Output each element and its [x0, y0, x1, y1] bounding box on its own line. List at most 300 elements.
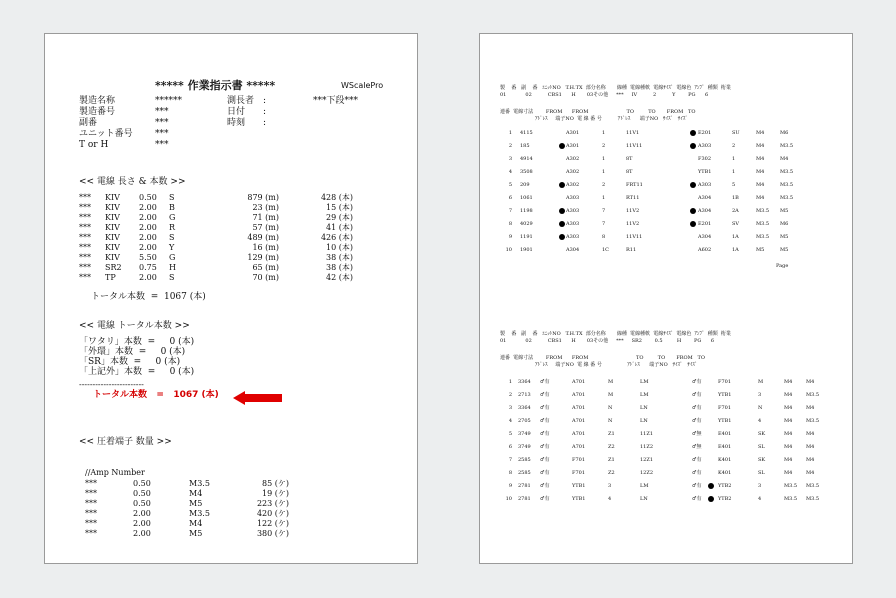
- row-from: A701: [572, 392, 586, 398]
- row-from-no: 7: [602, 221, 606, 227]
- row-length: 185: [520, 143, 530, 149]
- bullet-dot-icon: [559, 234, 565, 240]
- row-from-size: M3.5: [756, 221, 770, 227]
- wire-length: 71 (m): [252, 213, 279, 222]
- row-to: YTB1: [718, 392, 732, 398]
- row-from-flag: ♂有: [540, 431, 550, 437]
- terminal-header: //Amp Number: [85, 468, 145, 477]
- row-to: YTB2: [718, 496, 732, 502]
- row-to: F701: [718, 379, 732, 385]
- row-to-flag: ♂有: [692, 457, 702, 463]
- wire-color: G: [169, 213, 176, 222]
- row-from-size: M4: [756, 182, 765, 188]
- row-wire: 8T: [626, 169, 633, 175]
- wire-size: 2.00: [139, 223, 157, 232]
- row-length: 3508: [520, 169, 533, 175]
- row-length: 209: [520, 182, 530, 188]
- row-wire: LN: [640, 418, 648, 424]
- row-from-size: M4: [784, 418, 793, 424]
- row-to-flag: ♂有: [692, 379, 702, 385]
- wire-color: S: [169, 193, 175, 202]
- header-value3: ***下段***: [313, 96, 359, 106]
- terminal-mark: ***: [85, 529, 97, 538]
- wire-mark: ***: [79, 273, 91, 282]
- header-value: ***: [155, 118, 169, 128]
- row-no: 3: [508, 405, 512, 411]
- terminal-section-title: << 圧着端子 数量 >>: [79, 437, 172, 447]
- row-from-no: N: [608, 418, 613, 424]
- row-wire: FRT11: [626, 182, 643, 188]
- row-from-no: 7: [602, 208, 606, 214]
- row-from-size: M3.5: [784, 496, 798, 502]
- row-to-size: M3.5: [806, 496, 820, 502]
- row-to: K401: [718, 457, 732, 463]
- row-from: A301: [566, 130, 580, 136]
- row-wire: LM: [640, 392, 649, 398]
- row-no: 10: [505, 247, 512, 253]
- row-wire: LM: [640, 379, 649, 385]
- header-colon: :: [263, 96, 267, 106]
- row-no: 3: [508, 156, 512, 162]
- row-from-flag: ♂有: [540, 392, 550, 398]
- row-to-flag: ♂有: [692, 405, 702, 411]
- row-to: E201: [698, 221, 712, 227]
- wire-color: S: [169, 233, 175, 242]
- terminal-type: M3.5: [189, 479, 210, 488]
- row-to-no: 2: [732, 143, 736, 149]
- wire-type: KIV: [105, 213, 120, 222]
- header-value: ***: [155, 140, 169, 150]
- terminal-mark: ***: [85, 509, 97, 518]
- terminal-amp: 0.50: [133, 499, 151, 508]
- row-wire: 12Z1: [640, 457, 654, 463]
- row-to-size: M3.5: [780, 169, 794, 175]
- row-to-size: M4: [806, 470, 815, 476]
- row-wire: LN: [640, 496, 648, 502]
- row-length: 3364: [518, 379, 531, 385]
- wire-color: B: [169, 203, 175, 212]
- wire-type: KIV: [105, 223, 120, 232]
- bullet-dot-icon: [690, 130, 696, 136]
- row-to-no: SV: [732, 221, 740, 227]
- wire-mark: ***: [79, 213, 91, 222]
- row-to-size: M3.5: [780, 195, 794, 201]
- row-length: 3749: [518, 444, 531, 450]
- wire-count: 29 (本): [326, 213, 353, 222]
- row-to: K401: [718, 470, 732, 476]
- row-length: 1061: [520, 195, 533, 201]
- row-to-size: M3.5: [780, 182, 794, 188]
- row-from: A304: [566, 247, 580, 253]
- row-to-flag: ♂無: [692, 431, 702, 437]
- row-from-no: 1: [602, 169, 606, 175]
- bullet-dot-icon: [708, 483, 714, 489]
- row-to-size: M3.5: [806, 418, 820, 424]
- row-to-no: 2A: [732, 208, 739, 214]
- wire-count: 426 (本): [320, 233, 353, 242]
- row-length: 4115: [520, 130, 533, 136]
- row-from-size: M3.5: [784, 483, 798, 489]
- row-to-no: SL: [758, 444, 765, 450]
- bullet-dot-icon: [690, 143, 696, 149]
- row-to: E401: [718, 444, 732, 450]
- row-from-no: 4: [608, 496, 612, 502]
- row-from-no: 1: [602, 156, 606, 162]
- row-from-no: 3: [608, 483, 612, 489]
- row-to-no: 1: [732, 156, 736, 162]
- row-to-size: M5: [780, 208, 789, 214]
- row-to-no: 4: [758, 418, 762, 424]
- bullet-dot-icon: [559, 182, 565, 188]
- row-no: 8: [508, 470, 512, 476]
- row-to-flag: ♂無: [692, 444, 702, 450]
- row-to: A304: [698, 208, 712, 214]
- row-no: 5: [508, 431, 512, 437]
- row-no: 9: [508, 234, 512, 240]
- document-title: ***** 作業指示書 *****: [155, 79, 276, 92]
- row-from: A302: [566, 182, 580, 188]
- block2-header: 製 番 副 番 ﾕﾆｯﾄNO T.H.TX 部分名称 線種 電線種軟 電線ｻｲｽﾞ 電線色 ｱﾝﾌﾟ 種類 桁業: [500, 331, 731, 337]
- header-colon: :: [263, 107, 267, 117]
- row-from: A303: [566, 195, 580, 201]
- row-from-no: N: [608, 405, 613, 411]
- wire-count: 428 (本): [320, 193, 353, 202]
- row-to-no: M: [758, 379, 764, 385]
- wire-mark: ***: [79, 263, 91, 272]
- wire-type: KIV: [105, 193, 120, 202]
- row-to-no: 5: [732, 182, 736, 188]
- wire-color: Y: [169, 243, 175, 252]
- wire-count: 10 (本): [326, 243, 353, 252]
- header-value: ******: [155, 96, 182, 106]
- row-to-size: M4: [806, 457, 815, 463]
- terminal-type: M5: [189, 499, 203, 508]
- row-from-no: 2: [602, 143, 606, 149]
- wire-type: KIV: [105, 203, 120, 212]
- row-from: YTB1: [572, 496, 586, 502]
- header-label2: 測長者: [227, 96, 255, 106]
- breakdown-item: 「SR」本数 = 0 (本): [79, 357, 181, 367]
- row-to-size: M5: [780, 247, 789, 253]
- wire-mark: ***: [79, 223, 91, 232]
- total-section-title: << 電線 トータル本数 >>: [79, 321, 190, 331]
- row-from: A303: [566, 208, 580, 214]
- total-line: トータル本数 = 1067 (本): [91, 292, 206, 302]
- row-from: A701: [572, 405, 586, 411]
- row-from-flag: ♂有: [540, 405, 550, 411]
- row-no: 5: [508, 182, 512, 188]
- row-from-no: Z1: [608, 457, 615, 463]
- wire-length: 129 (m): [247, 253, 279, 262]
- wire-mark: ***: [79, 233, 91, 242]
- bullet-dot-icon: [708, 496, 714, 502]
- row-from-size: M4: [784, 444, 793, 450]
- terminal-amp: 2.00: [133, 519, 151, 528]
- row-from-size: M3.5: [756, 208, 770, 214]
- wire-section-title: << 電線 長さ & 本数 >>: [79, 177, 186, 187]
- wire-type: KIV: [105, 253, 120, 262]
- row-from-size: M4: [784, 470, 793, 476]
- row-wire: 11V11: [626, 143, 643, 149]
- row-from-no: 1: [602, 195, 606, 201]
- row-from-no: M: [608, 379, 614, 385]
- row-wire: LM: [640, 483, 649, 489]
- row-wire: RT11: [626, 195, 640, 201]
- row-from-size: M5: [756, 247, 765, 253]
- row-to-no: 1A: [732, 247, 739, 253]
- header-value: ***: [155, 129, 169, 139]
- app-name: WScalePro: [341, 81, 384, 90]
- row-no: 1: [508, 130, 512, 136]
- row-to-flag: ♂有: [692, 496, 702, 502]
- row-from-no: 2: [602, 182, 606, 188]
- row-to-size: M3.5: [780, 143, 794, 149]
- header-label: 副番: [79, 118, 98, 128]
- terminal-qty: 19 (ケ): [262, 489, 289, 498]
- row-from-size: M4: [756, 130, 765, 136]
- wire-color: H: [169, 263, 176, 272]
- row-to-size: M3.5: [806, 392, 820, 398]
- wire-type: TP: [105, 273, 116, 282]
- header-value: ***: [155, 107, 169, 117]
- highlight-total: トータル本数 = 1067 (本): [93, 390, 219, 400]
- wire-type: KIV: [105, 243, 120, 252]
- row-no: 7: [508, 208, 512, 214]
- wire-size: 5.50: [139, 253, 157, 262]
- row-no: 2: [508, 143, 512, 149]
- row-wire: 11V2: [626, 208, 640, 214]
- terminal-qty: 223 (ケ): [256, 499, 289, 508]
- terminal-amp: 2.00: [133, 509, 151, 518]
- row-to: A304: [698, 195, 712, 201]
- breakdown-item: 「外環」本数 = 0 (本): [79, 347, 186, 357]
- row-from: A701: [572, 444, 586, 450]
- row-from-flag: ♂有: [540, 470, 550, 476]
- wire-length: 879 (m): [247, 193, 279, 202]
- terminal-qty: 380 (ケ): [256, 529, 289, 538]
- wire-mark: ***: [79, 203, 91, 212]
- wire-size: 2.00: [139, 273, 157, 282]
- row-wire: 11V2: [626, 221, 640, 227]
- row-to-size: M6: [780, 221, 789, 227]
- block2-col-header2: ｱﾄﾞﾚｽ 端子NO 電 線 番 号 ｱﾄﾞﾚｽ 端子NO ｻｲｽﾞ ｻｲｽﾞ: [500, 362, 698, 368]
- row-to-size: M3.5: [806, 483, 820, 489]
- row-to-flag: ♂有: [692, 392, 702, 398]
- terminal-mark: ***: [85, 499, 97, 508]
- row-from-size: M4: [784, 431, 793, 437]
- row-from-no: 1: [602, 130, 606, 136]
- wire-size: 2.00: [139, 213, 157, 222]
- row-to-no: N: [758, 405, 763, 411]
- row-wire: R11: [626, 247, 637, 253]
- bullet-dot-icon: [559, 221, 565, 227]
- row-from-no: 8: [602, 234, 606, 240]
- row-to: A304: [698, 234, 712, 240]
- terminal-qty: 85 (ケ): [262, 479, 289, 488]
- row-no: 2: [508, 392, 512, 398]
- terminal-amp: 0.50: [133, 489, 151, 498]
- row-to-size: M4: [806, 379, 815, 385]
- row-no: 8: [508, 221, 512, 227]
- breakdown-item: 「上記外」本数 = 0 (本): [79, 367, 195, 377]
- row-from-no: Z1: [608, 431, 615, 437]
- wire-type: KIV: [105, 233, 120, 242]
- row-to: YTB2: [718, 483, 732, 489]
- wire-color: S: [169, 273, 175, 282]
- row-from-no: Z2: [608, 470, 615, 476]
- row-from-size: M4: [756, 169, 765, 175]
- terminal-amp: 2.00: [133, 529, 151, 538]
- bullet-dot-icon: [690, 208, 696, 214]
- row-to-no: SL: [758, 470, 765, 476]
- block2-header-values: 01 02 CBS1 H 03その他 *** SR2 0.5 H PG 6: [500, 338, 715, 344]
- wire-mark: ***: [79, 243, 91, 252]
- separator: ------------------------: [79, 380, 144, 389]
- row-length: 1198: [520, 208, 533, 214]
- row-wire: 11V1: [626, 130, 640, 136]
- row-from-no: Z2: [608, 444, 615, 450]
- wire-size: 0.50: [139, 193, 157, 202]
- bullet-dot-icon: [559, 143, 565, 149]
- row-from-flag: ♂有: [540, 457, 550, 463]
- terminal-amp: 0.50: [133, 479, 151, 488]
- row-to-size: M4: [806, 444, 815, 450]
- block1-col-header2: ｱﾄﾞﾚｽ 端子NO 電 線 番 号 ｱﾄﾞﾚｽ 端子NO ｻｲｽﾞ ｻｲｽﾞ: [500, 116, 688, 122]
- row-from-size: M3.5: [756, 234, 770, 240]
- row-length: 4029: [520, 221, 533, 227]
- row-from: A701: [572, 379, 586, 385]
- wire-length: 23 (m): [252, 203, 279, 212]
- row-from-size: M4: [756, 195, 765, 201]
- row-length: 2781: [518, 496, 531, 502]
- header-colon: :: [263, 118, 267, 128]
- row-length: 3749: [518, 431, 531, 437]
- row-to-flag: ♂有: [692, 483, 702, 489]
- row-from: A701: [572, 418, 586, 424]
- terminal-type: M5: [189, 529, 203, 538]
- row-length: 2585: [518, 470, 531, 476]
- row-to-size: M4: [780, 156, 789, 162]
- wire-mark: ***: [79, 253, 91, 262]
- wire-type: SR2: [105, 263, 122, 272]
- row-from: YTB1: [572, 483, 586, 489]
- row-no: 9: [508, 483, 512, 489]
- row-to-size: M6: [780, 130, 789, 136]
- row-from-size: M4: [756, 156, 765, 162]
- row-from: A303: [566, 234, 580, 240]
- terminal-mark: ***: [85, 489, 97, 498]
- row-length: 2705: [518, 418, 531, 424]
- header-label: ユニット番号: [79, 129, 133, 139]
- row-from-size: M4: [756, 143, 765, 149]
- row-no: 1: [508, 379, 512, 385]
- row-from: A701: [572, 431, 586, 437]
- row-to-no: SK: [758, 457, 766, 463]
- row-from-no: 1C: [602, 247, 610, 253]
- row-to: F302: [698, 156, 712, 162]
- wire-count: 38 (本): [326, 253, 353, 262]
- row-from-size: M4: [784, 405, 793, 411]
- wire-length: 489 (m): [247, 233, 279, 242]
- row-to-no: 3: [758, 392, 762, 398]
- wire-size: 2.00: [139, 233, 157, 242]
- row-from: A301: [566, 143, 580, 149]
- wire-count: 42 (本): [326, 273, 353, 282]
- row-wire: 11Z1: [640, 431, 654, 437]
- terminal-type: M4: [189, 489, 203, 498]
- terminal-qty: 420 (ケ): [256, 509, 289, 518]
- row-to: YTB1: [718, 418, 732, 424]
- wire-count: 41 (本): [326, 223, 353, 232]
- header-label2: 日付: [227, 107, 246, 117]
- row-to: A303: [698, 143, 712, 149]
- wire-detail-page: [479, 33, 853, 564]
- row-to: YTB1: [698, 169, 712, 175]
- block2-col-header: 連番 電線寸法 FROM FROM TO TO FROM TO: [500, 355, 705, 361]
- row-to-size: M5: [780, 234, 789, 240]
- header-label: 製造番号: [79, 107, 116, 117]
- row-to-no: 1A: [732, 234, 739, 240]
- row-no: 7: [508, 457, 512, 463]
- row-from: A302: [566, 169, 580, 175]
- terminal-qty: 122 (ケ): [256, 519, 289, 528]
- row-wire: 11Z2: [640, 444, 654, 450]
- page-label: Page: [776, 263, 789, 269]
- breakdown-item: 「ワタリ」本数 = 0 (本): [79, 337, 195, 347]
- row-from-flag: ♂有: [540, 444, 550, 450]
- wire-length: 16 (m): [252, 243, 279, 252]
- wire-mark: ***: [79, 193, 91, 202]
- row-to-no: SK: [758, 431, 766, 437]
- wire-size: 2.00: [139, 203, 157, 212]
- row-from-no: M: [608, 392, 614, 398]
- row-to: A303: [698, 182, 712, 188]
- header-label2: 時刻: [227, 118, 246, 128]
- row-wire: 12Z2: [640, 470, 654, 476]
- terminal-mark: ***: [85, 479, 97, 488]
- row-length: 3364: [518, 405, 531, 411]
- row-length: 4914: [520, 156, 533, 162]
- bullet-dot-icon: [690, 182, 696, 188]
- row-from: A303: [566, 221, 580, 227]
- bullet-dot-icon: [559, 208, 565, 214]
- row-from-flag: ♂有: [540, 379, 550, 385]
- row-wire: 8T: [626, 156, 633, 162]
- row-wire: LN: [640, 405, 648, 411]
- row-to-size: M4: [806, 405, 815, 411]
- row-no: 6: [508, 444, 512, 450]
- row-from-flag: ♂有: [540, 496, 550, 502]
- block1-header-values: 01 02 CBS1 H 03その他 *** IV 2 Y PG 6: [500, 92, 709, 98]
- wire-length: 57 (m): [252, 223, 279, 232]
- header-label: 製造名称: [79, 96, 116, 106]
- wire-count: 15 (本): [326, 203, 353, 212]
- row-to-flag: ♂有: [692, 418, 702, 424]
- row-no: 4: [508, 418, 512, 424]
- row-from-size: M4: [784, 392, 793, 398]
- wire-length: 70 (m): [252, 273, 279, 282]
- row-length: 2781: [518, 483, 531, 489]
- work-instruction-page: [44, 33, 418, 564]
- wire-count: 38 (本): [326, 263, 353, 272]
- row-length: 2585: [518, 457, 531, 463]
- row-to-flag: ♂有: [692, 470, 702, 476]
- wire-size: 2.00: [139, 243, 157, 252]
- row-length: 1191: [520, 234, 533, 240]
- row-to: F701: [718, 405, 732, 411]
- terminal-type: M4: [189, 519, 203, 528]
- row-from-size: M4: [784, 457, 793, 463]
